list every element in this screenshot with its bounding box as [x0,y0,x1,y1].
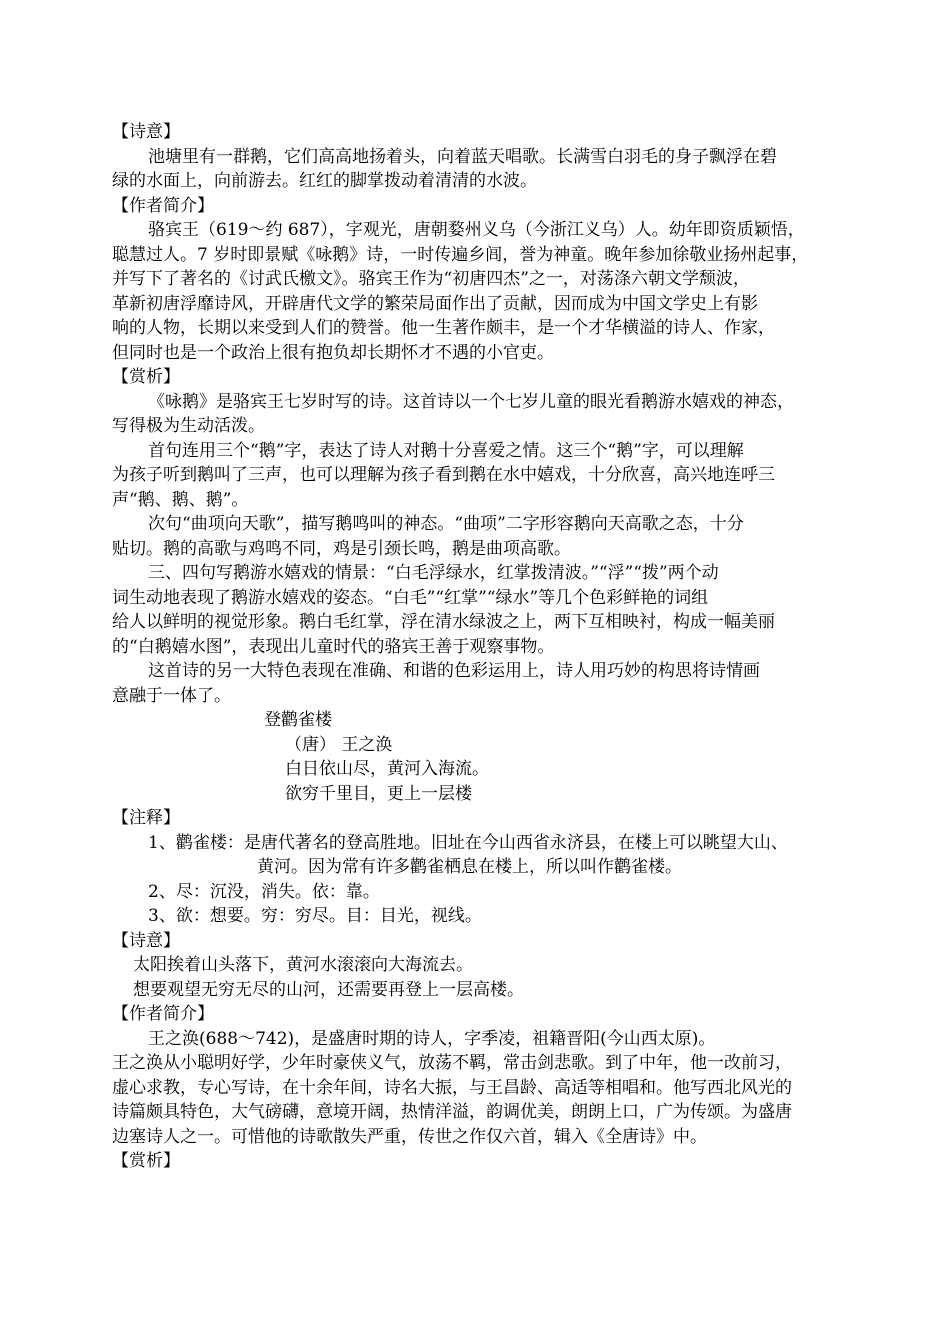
section-heading: 【作者简介】 [112,1004,214,1024]
text-line: 边塞诗人之一。可惜他的诗歌散失严重，传世之作仅六首，辑入《全唐诗》中。 [112,1126,707,1147]
text-line: 《咏鹅》是骆宾王七岁时写的诗。这首诗以一个七岁儿童的眼光看鹅游水嬉戏的神态， [148,391,794,412]
text-line: 黄河。因为常有许多鹳雀栖息在楼上，所以叫作鹳雀楼。 [257,857,682,877]
text-line: 太阳挨着山头落下，黄河水滚滚向大海流去。 [133,955,473,975]
section-heading: 【诗意】 [112,122,180,142]
text-line: 2、尽：沉没，消失。依：靠。 [148,881,380,902]
text-line: 绿的水面上，向前游去。红红的脚掌拨动着清清的水波。 [112,171,537,191]
text-line: 写得极为生动活泼。 [112,416,265,436]
text-line: 这首诗的另一大特色表现在准确、和谐的色彩运用上，诗人用巧妙的构思将诗情画 [148,661,760,681]
section-heading: 【注释】 [112,808,180,828]
text-line: 白日依山尽，黄河入海流。 [285,759,489,779]
text-line: 王之涣(688～742)，是盛唐时期的诗人，字季凌，祖籍晋阳(今山西太原)。 [148,1028,716,1049]
text-line: 诗篇颇具特色，大气磅礴，意境开阔，热情洋溢，韵调优美，朗朗上口，广为传颂。为盛唐 [112,1102,792,1122]
text-line: 想要观望无穷无尽的山河，还需要再登上一层高楼。 [133,979,524,1000]
text-line: 骆宾王（619～约 687），字观光，唐朝婺州义乌（今浙江义乌）人。幼年即资质颖悟， [148,220,805,240]
text-line: 登鹳雀楼 [264,710,332,730]
text-line: 给人以鲜明的视觉形象。鹅白毛红掌，浮在清水绿波之上，两下互相映衬，构成一幅美丽 [112,612,775,632]
text-line: 声“鹅、鹅、鹅”。 [112,489,249,510]
text-line: 响的人物，长期以来受到人们的赞誉。他一生著作颇丰，是一个才华横溢的诗人、作家， [112,318,775,338]
text-line: 词生动地表现了鹅游水嬉戏的姿态。“白毛”“红掌”“绿水”等几个色彩鲜艳的词组 [112,587,709,608]
text-line: 3、欲：想要。穷：穷尽。目：目光，视线。 [148,906,482,926]
document-page [112,120,844,1174]
section-heading: 【诗意】 [112,930,180,951]
text-line: 贴切。鹅的高歌与鸡鸣不同，鸡是引颈长鸣，鹅是曲项高歌。 [112,538,571,559]
section-heading: 【赏析】 [112,367,180,387]
text-line: （唐） 王之涣 [285,734,393,755]
text-line: 为孩子听到鹅叫了三声，也可以理解为孩子看到鹅在水中嬉戏，十分欣喜，高兴地连呼三 [112,465,775,485]
text-line: 王之涣从小聪明好学，少年时豪侠义气，放荡不羁，常击剑悲歌。到了中年，他一改前习， [112,1053,792,1073]
text-line: 1、鹳雀楼：是唐代著名的登高胜地。旧址在今山西省永济县，在楼上可以眺望大山、 [148,832,788,853]
text-line: 三、四句写鹅游水嬉戏的情景：“白毛浮绿水，红掌拨清波。”“浮”“拨”两个动 [148,563,719,583]
text-line: 意融于一体了。 [112,685,231,706]
text-line: 的“白鹅嬉水图”，表现出儿童时代的骆宾王善于观察事物。 [112,636,555,657]
text-line: 首句连用三个“鹅”字，表达了诗人对鹅十分喜爱之情。这三个“鹅”字，可以理解 [148,440,744,461]
text-line: 革新初唐浮靡诗风，开辟唐代文学的繁荣局面作出了贡献，因而成为中国文学史上有影 [112,293,758,314]
text-line: 次句“曲项向天歌”，描写鹅鸣叫的神态。“曲项”二字形容鹅向天高歌之态，十分 [148,514,744,534]
text-line: 并写下了著名的《讨武氏檄文》。骆宾王作为“初唐四杰”之一，对荡涤六朝文学颓波， [112,269,750,289]
text-line: 但同时也是一个政治上很有抱负却长期怀才不遇的小官吏。 [112,342,554,363]
text-line: 聪慧过人。7 岁时即景赋《咏鹅》诗，一时传遍乡闾，誉为神童。晚年参加徐敬业扬州起事， [112,244,809,265]
text-line: 虚心求教，专心写诗，在十余年间，诗名大振，与王昌龄、高适等相唱和。他写西北风光的 [112,1077,792,1098]
text-line: 欲穷千里目，更上一层楼 [285,783,472,804]
section-heading: 【作者简介】 [112,195,214,216]
section-heading: 【赏析】 [112,1151,180,1171]
text-line: 池塘里有一群鹅，它们高高地扬着头，向着蓝天唱歌。长满雪白羽毛的身子飘浮在碧 [148,146,777,167]
